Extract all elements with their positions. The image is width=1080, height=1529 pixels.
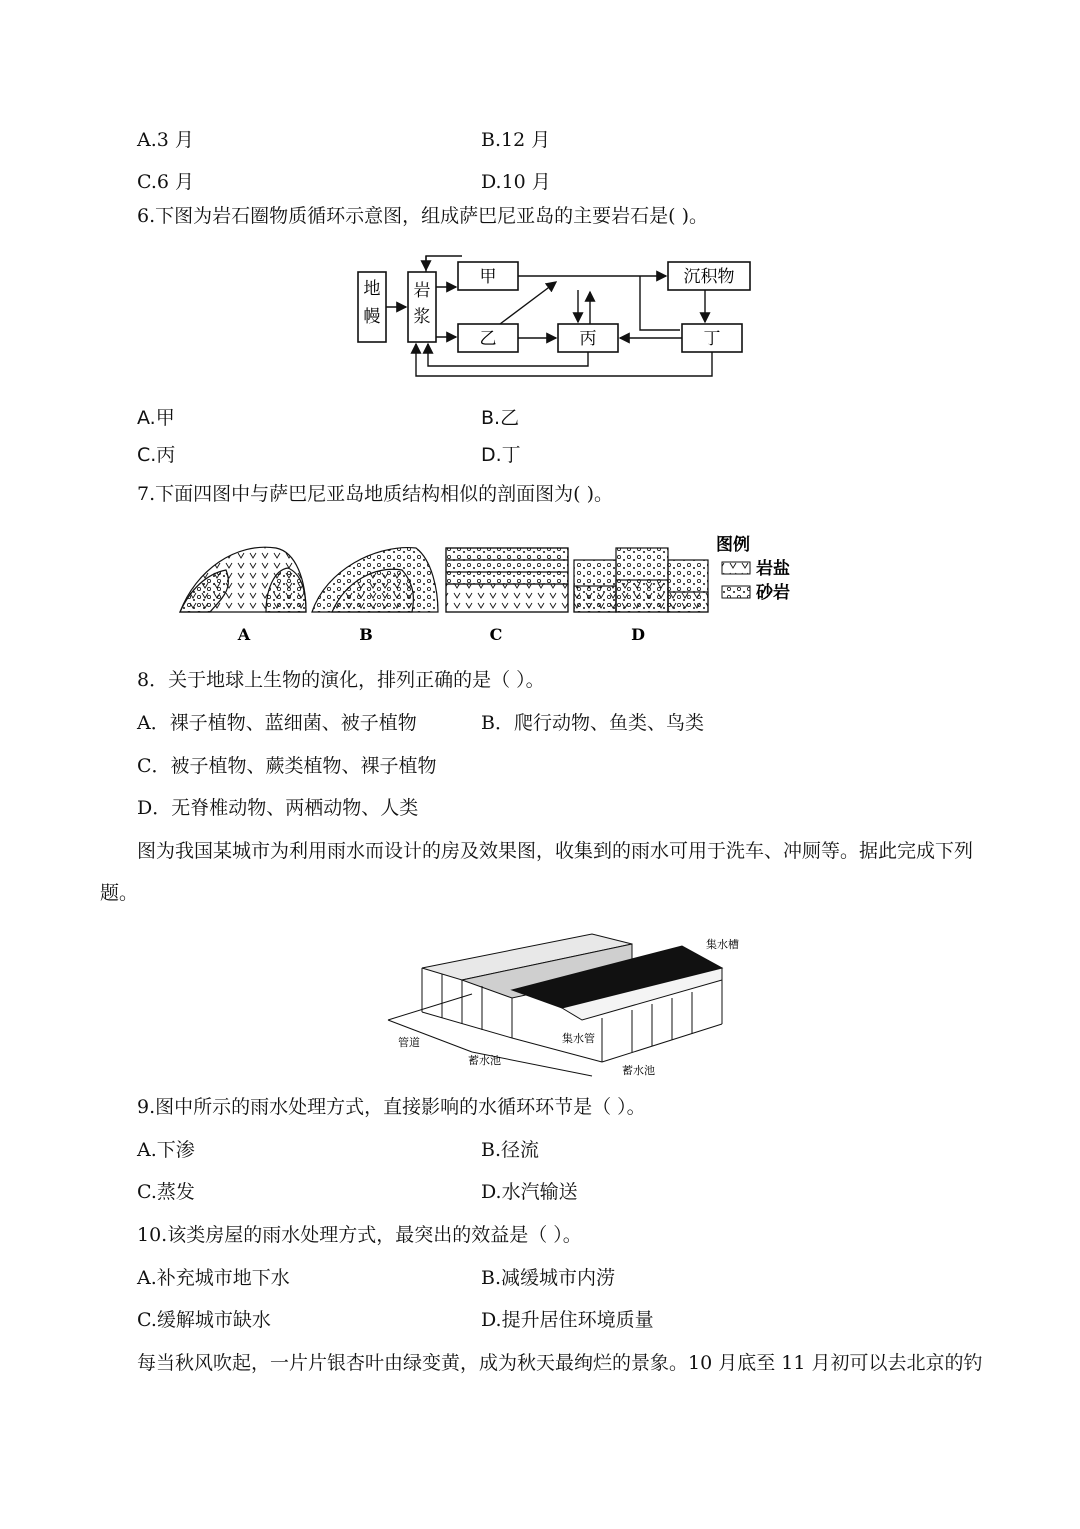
q9-option-a: A.下渗 [137, 1139, 195, 1161]
q6-stem: 6.下图为岩石圈物质循环示意图，组成萨巴尼亚岛的主要岩石是( )。 [137, 205, 708, 227]
q7-stem: 7.下面四图中与萨巴尼亚岛地质结构相似的剖面图为( )。 [137, 483, 613, 505]
label-pipe-road: 管道 [398, 1036, 420, 1049]
geologic-profiles [176, 530, 816, 650]
yi-label: 乙 [479, 329, 497, 349]
q5-option-c: C.6 月 [137, 171, 195, 193]
q6-option-a: A.甲 [137, 407, 175, 429]
q8-stem: 8．关于地球上生物的演化，排列正确的是（ ）。 [137, 669, 545, 691]
bing-label: 丙 [579, 329, 597, 349]
q5-option-a: A.3 月 [137, 129, 194, 151]
profile-c [446, 548, 568, 612]
legend-sand-label: 砂岩 [756, 583, 790, 603]
legend-title: 图例 [716, 535, 750, 555]
profile-label-d: D [631, 625, 645, 644]
q9-stem: 9.图中所示的雨水处理方式，直接影响的水循环环节是（ ）。 [137, 1096, 646, 1118]
label-gutter: 集水槽 [706, 938, 739, 951]
ginkgo-intro: 每当秋风吹起，一片片银杏叶由绿变黄，成为秋天最绚烂的景象。10 月底至 11 月初可以去北京的钓 [137, 1352, 983, 1374]
jia-label: 甲 [479, 267, 497, 287]
q10-option-c: C.缓解城市缺水 [137, 1309, 271, 1331]
rain-intro-line2: 题。 [100, 882, 139, 904]
profile-b [312, 548, 438, 612]
profile-a [180, 547, 306, 612]
q8-option-a: A．裸子植物、蓝细菌、被子植物 [137, 712, 417, 734]
legend-sand-swatch [722, 586, 750, 598]
q8-option-b: B．爬行动物、鱼类、鸟类 [481, 712, 704, 734]
q5-option-d: D.10 月 [481, 171, 551, 193]
sediment-label: 沉积物 [683, 267, 735, 287]
q8-option-c: C．被子植物、蕨类植物、裸子植物 [137, 755, 437, 777]
q9-option-b: B.径流 [481, 1139, 540, 1161]
legend-salt-label: 岩盐 [756, 559, 790, 579]
magma-label-1: 岩 [413, 281, 431, 301]
q6-option-c: C.丙 [137, 444, 176, 466]
q9-option-c: C.蒸发 [137, 1181, 195, 1203]
q10-option-a: A.补充城市地下水 [137, 1267, 290, 1289]
profile-label-b: B [359, 625, 373, 644]
label-pool-1: 蓄水池 [468, 1054, 501, 1067]
q5-option-b: B.12 月 [481, 129, 551, 151]
label-pipe: 集水管 [562, 1032, 595, 1045]
rain-intro-line1: 图为我国某城市为利用雨水而设计的房及效果图，收集到的雨水可用于洗车、冲厕等。据此完成下列 [137, 840, 974, 862]
q6-option-b: B.乙 [481, 407, 520, 429]
legend-salt-swatch [722, 562, 750, 574]
q10-option-d: D.提升居住环境质量 [481, 1309, 654, 1331]
magma-label-2: 浆 [413, 307, 431, 327]
profile-label-a: A [237, 625, 251, 644]
q6-option-d: D.丁 [481, 444, 521, 466]
ding-label: 丁 [703, 329, 721, 349]
q10-stem: 10.该类房屋的雨水处理方式，最突出的效益是（ ）。 [137, 1224, 582, 1246]
q9-option-d: D.水汽输送 [481, 1181, 578, 1203]
rock-cycle-diagram [350, 252, 770, 392]
mantle-label-1: 地 [363, 279, 381, 299]
rainwater-house-diagram [382, 928, 742, 1078]
profile-d [574, 548, 708, 612]
label-pool-2: 蓄水池 [622, 1064, 655, 1077]
mantle-label-2: 幔 [363, 307, 381, 327]
q10-option-b: B.减缓城市内涝 [481, 1267, 616, 1289]
q8-option-d: D．无脊椎动物、两栖动物、人类 [137, 797, 419, 819]
profile-label-c: C [489, 625, 503, 644]
